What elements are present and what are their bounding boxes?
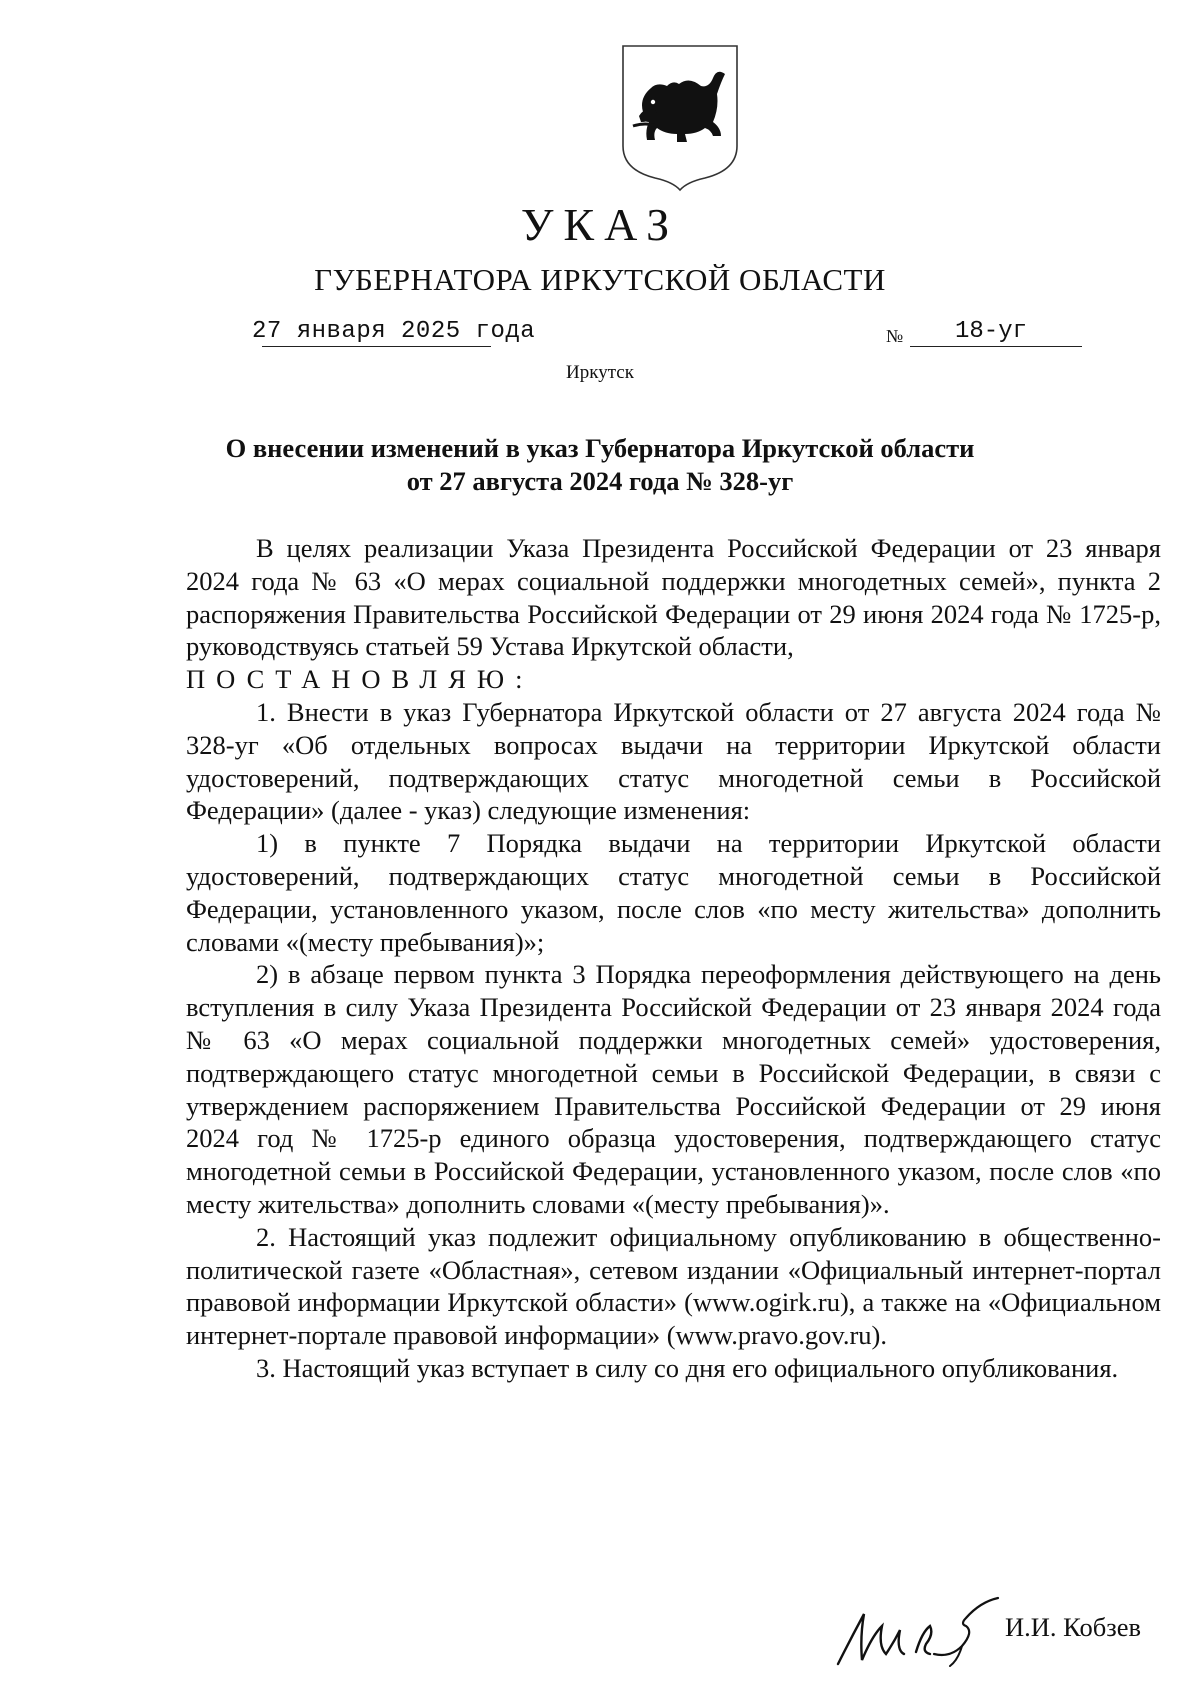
document-date: 27 января 2025 года <box>252 318 536 345</box>
irkutsk-coat-of-arms-icon <box>617 42 743 192</box>
item-1-paragraph: 1. Внести в указ Губернатора Иркутской области от 27 августа 2024 года № 328-уг «Об отдельных вопросах выдачи на территории Иркутской области удостоверений, подтверждающих статус многодетной семьи в Российской Федерации» (далее - указ) следующие изменения: <box>186 696 1161 826</box>
date-underline <box>262 346 491 347</box>
item-1-subitem-2: 2) в абзаце первом пункта 3 Порядка переоформления действующего на день вступления в силу Указа Президента Российской Федерации от 23 января 2024 года № 63 «О мерах социальной поддержки многодетных семей» удостоверения, подтверждающего статус многодетной семьи в Российской Федерации, в связи с утверждением распоряжением Правительства Российской Федерации от 29 июня 2024 год № 1725-р единого образца удостоверения, подтверждающего статус многодетной семьи в Российской Федерации, установленного указом, после слов «по месту жительства» дополнить словами «(месту пребывания)». <box>186 959 1161 1219</box>
item-2-paragraph: 2. Настоящий указ подлежит официальному опубликованию в общественно-политической газете «Областная», сетевом издании «Официальный интернет-портал правовой информации Иркутской области» (www.ogirk.ru), а также на «Официальном интернет-портале правовой информации» (www.pravo.gov.ru). <box>186 1221 1161 1351</box>
document-subtitle: ГУБЕРНАТОРА ИРКУТСКОЙ ОБЛАСТИ <box>314 262 886 297</box>
document-number: 18-уг <box>955 318 1028 345</box>
item-1-subitem-1: 1) в пункте 7 Порядка выдачи на территории Иркутской области удостоверений, подтверждающих статус многодетной семьи в Российской Федерации, установленного указом, после слов «по месту жительства» дополнить словами «(месту пребывания)»; <box>186 828 1161 957</box>
number-underline <box>910 346 1082 347</box>
document-city: Иркутск <box>566 362 634 383</box>
document-body <box>186 532 1161 1385</box>
number-label: № <box>886 326 904 346</box>
heading-line-2: от 27 августа 2024 года № 328-уг <box>406 466 794 496</box>
decree-word: ПОСТАНОВЛЯЮ: <box>186 664 534 695</box>
document-heading <box>0 432 1200 498</box>
heading-line-1: О внесении изменений в указ Губернатора Иркутской области <box>225 433 975 463</box>
item-3-paragraph: 3. Настоящий указ вступает в силу со дня его официального опубликования. <box>256 1352 1119 1383</box>
preamble-paragraph: В целях реализации Указа Президента Российской Федерации от 23 января 2024 года № 63 «О мерах социальной поддержки многодетных семей», пункта 2 распоряжения Правительства Российской Федерации от 29 июня 2024 года № 1725-р, руководствуясь статьей 59 Устава Иркутской области, <box>186 533 1161 662</box>
signer-name: И.И. Кобзев <box>1005 1612 1141 1642</box>
handwritten-signature <box>830 1580 1000 1676</box>
document-title: УКАЗ <box>520 199 680 250</box>
